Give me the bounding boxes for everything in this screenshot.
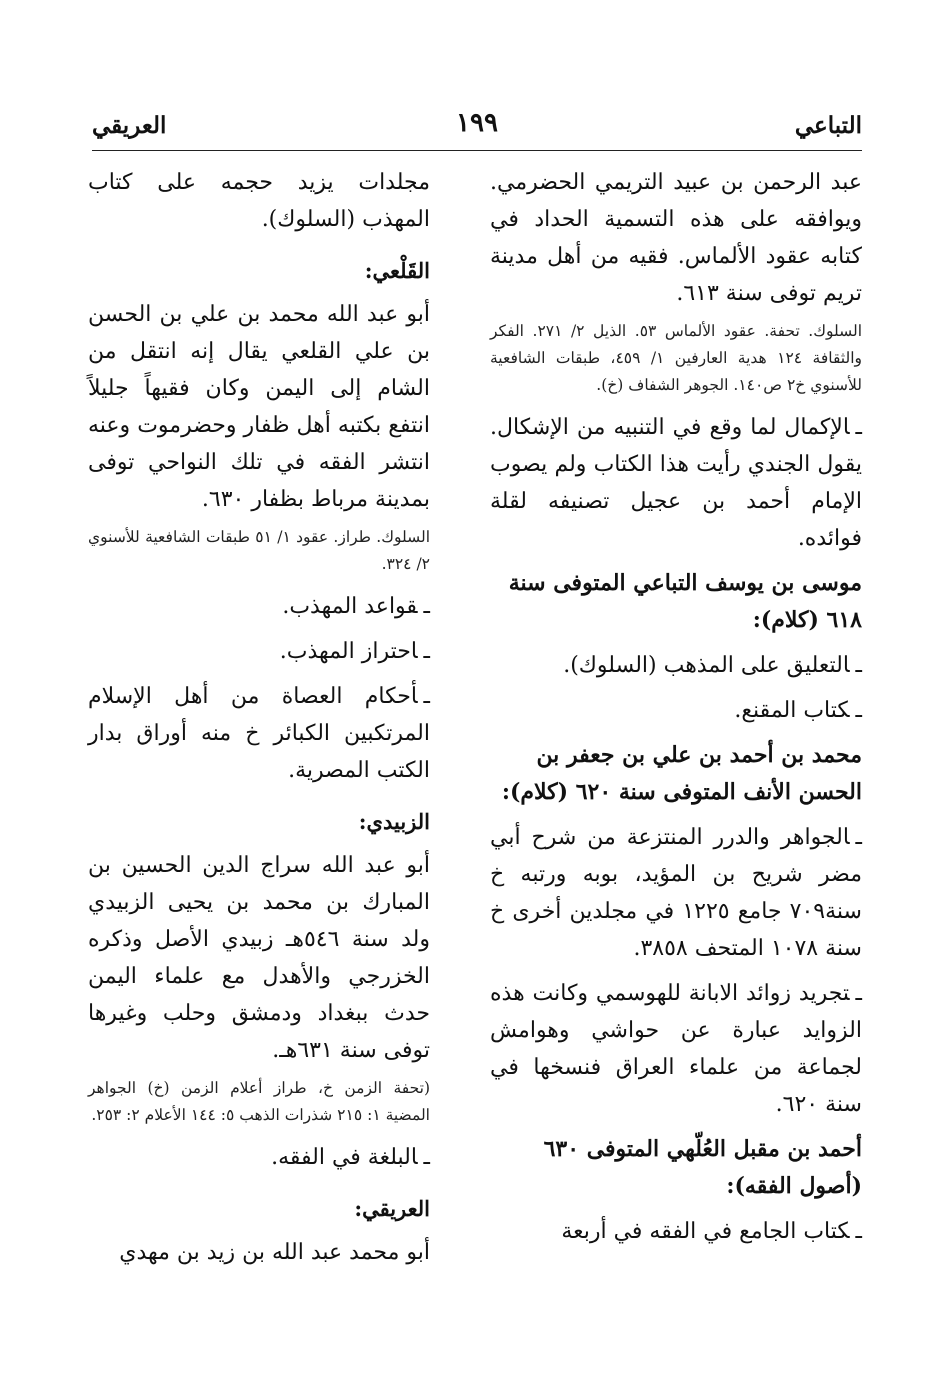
- list-item: ـكتاب الجامع في الفقه في أربعة: [561, 1219, 862, 1244]
- list-item: ـقواعد المهذب.: [282, 594, 430, 619]
- list-item: ـالبلغة في الفقه.: [271, 1145, 430, 1170]
- section-heading-muhammad: محمد بن أحمد بن علي بن جعفر بن الحسن الأنف المتوفى سنة ٦٢٠ (كلام):: [501, 742, 862, 805]
- list-item: ـكتاب المقنع.: [734, 698, 862, 723]
- section-heading-ariqi: العريقي:: [354, 1196, 430, 1221]
- list-item: ـالجواهر والدرر المنتزعة من شرح أبي مضر شريح بن المؤيد، بوبه ورتبه خ سنة٧٠٩ جامع ١٢٢٥ في مجلدين أخرى خ سنة ١٠٧٨ المتحف ٣٨٥٨.: [490, 825, 862, 961]
- section-heading-ahmad: أحمد بن مقبل العُلّهي المتوفى ٦٣٠ (أصول الفقه):: [543, 1136, 862, 1199]
- left-column: [88, 164, 430, 1277]
- list-item: ـتجريد زوائد الابانة للهوسمي وكانت هذه الزوايد عبارة عن حواشي وهوامش لجماعة من علماء العراق فنسخها في سنة ٦٢٠.: [490, 981, 862, 1117]
- section-heading-zabidi: الزبيدي:: [358, 809, 430, 834]
- biography-paragraph: أبو عبد الله محمد بن علي بن الحسن بن علي القلعي يقال إنه انتقل من الشام إلى اليمن وكان فقيهاً جليلاً انتفع بكتبه أهل ظفار وحضرموت وعنه انتشر الفقه في تلك النواحي توفى بمدينة مرباط بظفار ٦٣٠.: [88, 302, 430, 512]
- biography-references: (تحفة الزمن خ، طراز أعلام الزمن (خ) الجواهر المضية ١: ٢١٥ شذرات الذهب ٥: ١٤٤ الأعلام ٢: ٢٥٣.: [88, 1079, 430, 1124]
- running-header: [92, 108, 862, 151]
- header-right-title: التباعي: [794, 112, 862, 139]
- list-item: ـالإكمال لما وقع في التنبيه من الإشكال. يقول الجندي رأيت هذا الكتاب ولم يصوب الإمام أحمد بن عجيل تصنيفه لقلة فوائده.: [490, 415, 862, 551]
- list-item: ـالتعليق على المذهب (السلوك).: [563, 653, 862, 678]
- header-left-title: العريقي: [92, 112, 167, 139]
- section-heading-qalai: القَلْعي:: [364, 258, 430, 283]
- list-item: ـأحكام العصاة من أهل الإسلام المرتكبين الكبائر خ منه أوراق بدار الكتب المصرية.: [88, 684, 430, 783]
- intro-references: السلوك. تحفة. عقود الألماس ٥٣. الذيل ٢/ ٢٧١. الفكر والثقافة ١٢٤ هدية العارفين ١/ ٤٥٩، طبقات الشافعية للأسنوي خ٢ ص١٤٠. الجوهر الشفاف (خ).: [490, 322, 862, 394]
- section-heading-musa: موسى بن يوسف التباعي المتوفى سنة ٦١٨ (كلام):: [508, 570, 862, 633]
- biography-references: السلوك. طراز. عقود ١/ ٥١ طبقات الشافعية للأسنوي ٢/ ٣٢٤.: [88, 528, 431, 573]
- biography-paragraph: أبو محمد عبد الله بن زيد بن مهدي: [119, 1240, 430, 1265]
- right-column: [490, 164, 862, 1258]
- biography-paragraph: أبو عبد الله سراج الدين الحسين بن المبارك بن محمد بن يحيى الزبيدي ولد سنة ٥٤٦هـ زبيدي الأصل وذكره الخزرجي والأهدل مع علماء اليمن حدث ببغداد ودمشق وحلب وغيرها توفى سنة ٦٣١هـ.: [88, 853, 430, 1063]
- continued-paragraph: مجلدات يزيد حجمه على كتاب المهذب (السلوك).: [88, 170, 430, 232]
- list-item: ـاحتراز المهذب.: [279, 639, 430, 664]
- intro-paragraph: عبد الرحمن بن عبيد التريمي الحضرمي. ويوافقه على هذه التسمية الحداد في كتابه عقود الألماس. فقيه من أهل مدينة تريم توفى سنة ٦١٣.: [490, 170, 862, 306]
- page-number: ١٩٩: [456, 108, 498, 138]
